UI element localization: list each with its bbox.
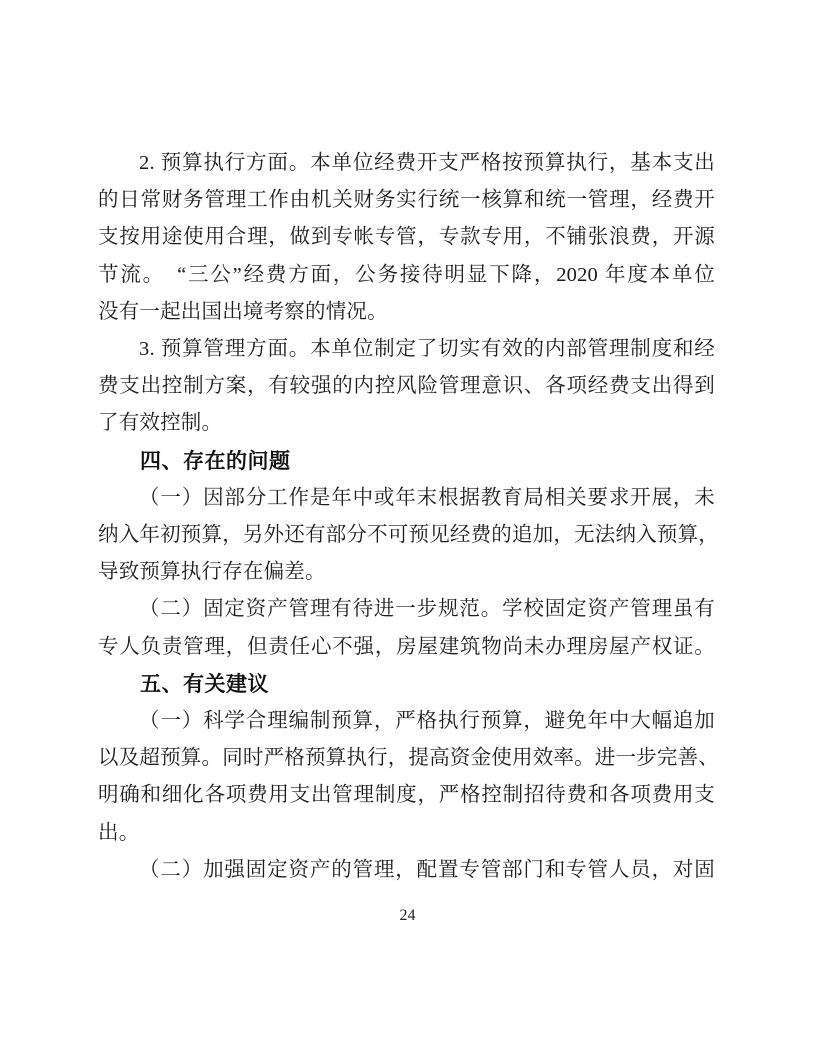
text-line: 3. 预算管理方面。本单位制定了切实有效的内部管理制度和经 (139, 338, 715, 361)
text-line: 明确和细化各项费用支出管理制度，严格控制招待费和各项费用支 (98, 784, 715, 807)
section-heading-suggestions: 五、有关建议 (140, 672, 269, 696)
text-line: 纳入年初预算，另外还有部分不可预见经费的追加，无法纳入预算， (98, 524, 719, 547)
text-line: 支按用途使用合理，做到专帐专管，专款专用，不铺张浪费，开源 (98, 226, 715, 249)
paragraph-budget-execution (98, 145, 715, 331)
text-line: （二）加强固定资产的管理，配置专管部门和专管人员，对固 (139, 858, 715, 881)
paragraph-budget-management (98, 331, 715, 443)
paragraph-problem-2 (98, 591, 715, 665)
text-line: 了有效控制。 (98, 412, 223, 435)
section-heading-problems: 四、存在的问题 (140, 449, 291, 473)
page-number: 24 (399, 907, 416, 924)
paragraph-suggestion-2 (98, 852, 715, 889)
paragraph-problem-1 (98, 480, 719, 592)
text-line: （一）科学合理编制预算，严格执行预算，避免年中大幅追加 (139, 710, 715, 733)
text-line: 没有一起出国出境考察的情况。 (98, 300, 388, 323)
text-line: 出。 (98, 821, 140, 844)
text-line: （一）因部分工作是年中或年末根据教育局相关要求开展，未 (139, 486, 715, 509)
document-body (98, 145, 719, 889)
text-line: 专人负责管理，但责任心不强，房屋建筑物尚未办理房屋产权证。 (98, 635, 715, 658)
text-line: 2. 预算执行方面。本单位经费开支严格按预算执行，基本支出 (139, 152, 715, 174)
text-line: 费支出控制方案，有较强的内控风险管理意识、各项经费支出得到 (98, 375, 715, 398)
text-line: 以及超预算。同时严格预算执行，提高资金使用效率。进一步完善、 (98, 747, 719, 770)
text-line: 导致预算执行存在偏差。 (98, 561, 326, 584)
text-line: 节流。 “三公”经费方面，公务接待明显下降，2020 年度本单位 (98, 263, 715, 286)
text-line: （二）固定资产管理有待进一步规范。学校固定资产管理虽有 (139, 598, 715, 621)
paragraph-suggestion-1 (98, 703, 719, 852)
text-line: 的日常财务管理工作由机关财务实行统一核算和统一管理，经费开 (98, 189, 715, 212)
